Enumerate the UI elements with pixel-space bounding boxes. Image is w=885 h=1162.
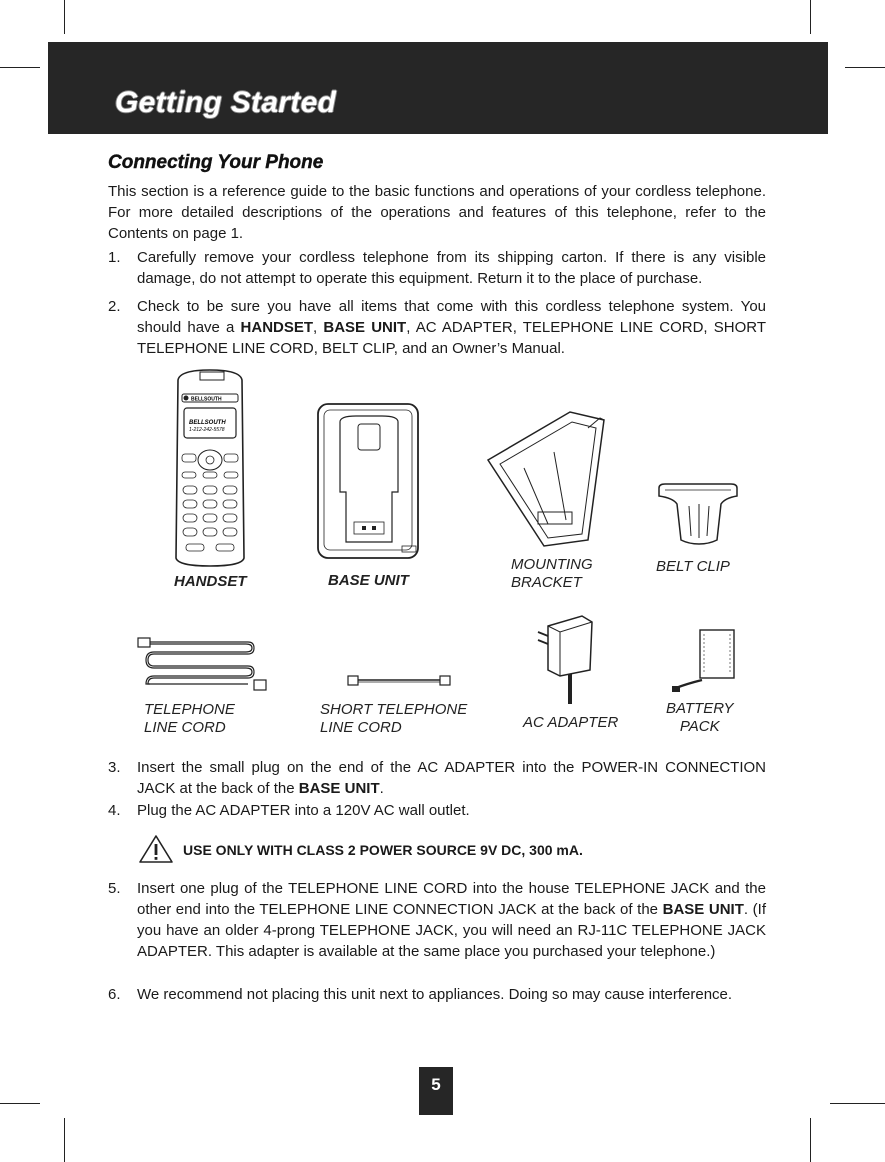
crop-mark (64, 1118, 65, 1162)
step-number: 5. (108, 880, 121, 897)
step-number: 6. (108, 986, 121, 1003)
intro-paragraph: This section is a reference guide to the basic functions and operations of your cordless telephone. For more detailed descriptions of the operations and features of this telephone, refer to the Contents on page 1. (108, 183, 766, 242)
ac-adapter-label: AC ADAPTER (523, 714, 619, 731)
short-line-cord-label: SHORT TELEPHONE LINE CORD (320, 701, 468, 736)
crop-mark (810, 0, 811, 34)
crop-mark (64, 0, 65, 34)
handset-label: HANDSET (174, 573, 247, 590)
belt-clip-label: BELT CLIP (656, 558, 730, 575)
step-text: Plug the AC ADAPTER into a 120V AC wall outlet. (137, 802, 470, 819)
handset-screen-number: 1-212-242-5578 (189, 427, 225, 433)
mounting-bracket-label: MOUNTING BRACKET (511, 556, 593, 591)
crop-mark (830, 1103, 885, 1104)
crop-mark (845, 67, 885, 68)
warning-text: USE ONLY WITH CLASS 2 POWER SOURCE 9V DC, 300 mA. (183, 842, 583, 858)
battery-pack-illustration (672, 626, 738, 696)
step-number: 4. (108, 802, 121, 819)
battery-pack-label: BATTERY PACK (666, 700, 734, 735)
base-unit-label: BASE UNIT (328, 572, 409, 589)
mounting-bracket-illustration (484, 408, 614, 550)
step-text: We recommend not placing this unit next to appliances. Doing so may cause interference. (137, 986, 733, 1003)
handset-illustration (170, 368, 250, 568)
base-unit-illustration (316, 402, 422, 562)
handset-brand: BELLSOUTH (191, 396, 222, 403)
crop-mark (810, 1118, 811, 1162)
telephone-line-cord-illustration (136, 634, 270, 696)
telephone-line-cord-label: TELEPHONE LINE CORD (144, 701, 235, 736)
belt-clip-illustration (657, 482, 739, 544)
step-number: 3. (108, 759, 121, 776)
handset-screen-name: BELLSOUTH (189, 420, 226, 426)
step-text: Check to be sure you have all items that come with this cordless telephone system. You should have a HANDSET, BASE UNIT, AC ADAPTER, TELEPHONE LINE CORD, SHORT TELEPHONE LINE CORD, BELT CLIP, and an Owner’s Manual. (137, 298, 766, 357)
step-number: 1. (108, 249, 121, 266)
ac-adapter-illustration (534, 612, 598, 708)
warning-notice (138, 834, 778, 864)
warning-icon (138, 834, 174, 864)
step-text: Insert the small plug on the end of the AC ADAPTER into the POWER-IN CONNECTION JACK at the back of the BASE UNIT. (137, 759, 766, 797)
step-text: Insert one plug of the TELEPHONE LINE CORD into the house TELEPHONE JACK and the other end into the TELEPHONE LINE CONNECTION JACK at the back of the BASE UNIT. (If you have an older 4-prong TELEPHONE JACK, you will need an RJ-11C TELEPHONE JACK ADAPTER. This adapter is available at the same place you purchased your telephone.) (137, 880, 766, 960)
crop-mark (0, 67, 40, 68)
step-number: 2. (108, 298, 121, 315)
short-line-cord-illustration (346, 674, 452, 688)
section-title: Connecting Your Phone (108, 152, 324, 173)
crop-mark (0, 1103, 40, 1104)
page-title: Getting Started (115, 86, 337, 119)
page-number: 5 (419, 1067, 453, 1115)
step-text: Carefully remove your cordless telephone from its shipping carton. If there is any visible damage, do not attempt to operate this equipment. Return it to the place of purchase. (137, 249, 766, 287)
